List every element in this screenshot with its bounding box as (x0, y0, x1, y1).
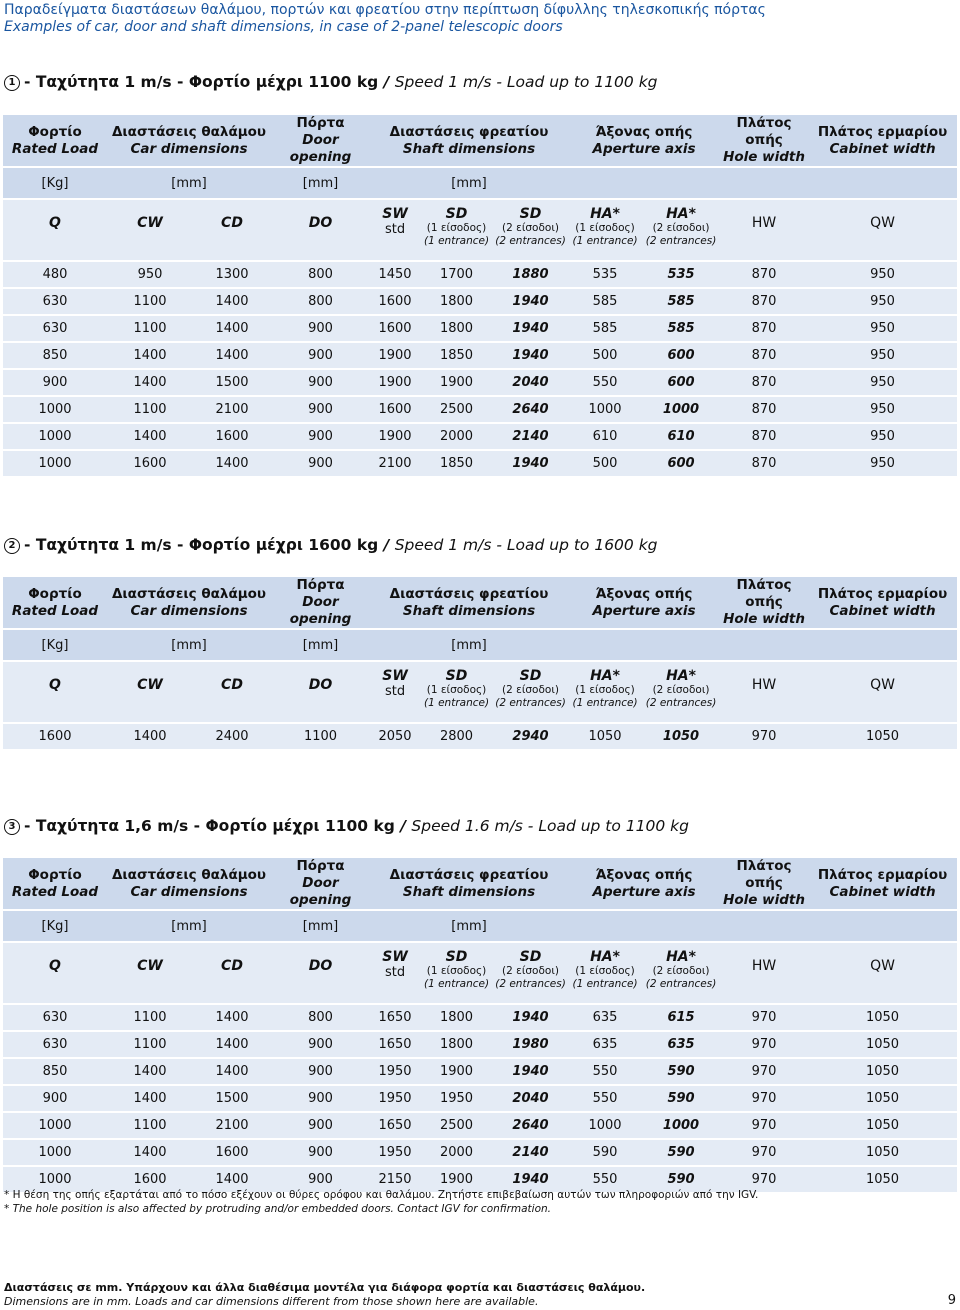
cell-cd: 1300 (193, 261, 271, 288)
unit-mm: [mm] (271, 167, 370, 199)
header-row-units (3, 910, 957, 942)
cell-q: 630 (3, 315, 107, 342)
col-car-header: Διαστάσεις θαλάμου Car dimensions (107, 858, 271, 910)
col-car-header: Διαστάσεις θαλάμου Car dimensions (107, 577, 271, 629)
sym-ha-1: HA* (1 είσοδος) (1 entrance) (568, 661, 642, 723)
cell-sd-2: 1940 (493, 288, 568, 315)
cell-ha-1: 1000 (568, 1112, 642, 1139)
sym-cd: CD (193, 661, 271, 723)
cell-cd: 1400 (193, 288, 271, 315)
cell-cw: 1400 (107, 1085, 193, 1112)
cell-do: 900 (271, 423, 370, 450)
col-cabinet-header: Πλάτος ερμαρίου Cabinet width (808, 115, 957, 167)
cell-ha-1: 1000 (568, 396, 642, 423)
cell-sd-2: 2640 (493, 396, 568, 423)
cell-hw: 970 (720, 1139, 808, 1166)
sym-sw: SW std (370, 661, 420, 723)
cell-sd-1: 1900 (420, 1058, 493, 1085)
cell-hw: 970 (720, 1031, 808, 1058)
cell-qw: 950 (808, 450, 957, 476)
header-row-titles (3, 577, 957, 629)
sym-sd-1: SD (1 είσοδος) (1 entrance) (420, 661, 493, 723)
cell-sd-1: 2000 (420, 1139, 493, 1166)
cell-do: 900 (271, 1031, 370, 1058)
cell-sd-1: 1800 (420, 288, 493, 315)
cell-ha-1: 635 (568, 1031, 642, 1058)
cell-ha-1: 500 (568, 342, 642, 369)
document-header (4, 2, 766, 36)
cell-cd: 1400 (193, 450, 271, 476)
cell-ha-2: 1000 (642, 396, 720, 423)
cell-sd-2: 1880 (493, 261, 568, 288)
table-row (3, 450, 957, 476)
cell-sd-2: 1980 (493, 1031, 568, 1058)
unit-kg: [Kg] (3, 629, 107, 661)
cell-q: 1000 (3, 1166, 107, 1192)
header-row-titles (3, 115, 957, 167)
cell-cd: 1600 (193, 423, 271, 450)
cell-qw: 950 (808, 423, 957, 450)
cell-ha-2: 600 (642, 342, 720, 369)
cell-ha-2: 590 (642, 1139, 720, 1166)
cell-cd: 2100 (193, 396, 271, 423)
cell-sw: 2050 (370, 723, 420, 749)
header-row-titles (3, 858, 957, 910)
cell-do: 900 (271, 1112, 370, 1139)
table-row (3, 315, 957, 342)
cell-do: 900 (271, 1166, 370, 1192)
cell-sd-1: 1800 (420, 1004, 493, 1031)
sym-qw: QW (808, 661, 957, 723)
cell-sd-1: 1850 (420, 450, 493, 476)
col-aperture-header: Άξονας οπής Aperture axis (568, 577, 720, 629)
cell-cd: 1400 (193, 1058, 271, 1085)
col-door-header: Πόρτα Door opening (271, 577, 370, 629)
cell-hw: 970 (720, 1085, 808, 1112)
cell-cw: 1100 (107, 1112, 193, 1139)
col-door-header: Πόρτα Door opening (271, 115, 370, 167)
header-title-greek: Παραδείγματα διαστάσεων θαλάμου, πορτών και φρεατίου στην περίπτωση δίφυλλης τηλεσκοπικής πόρτας (4, 2, 766, 18)
footnote (4, 1188, 758, 1216)
cell-qw: 1050 (808, 1058, 957, 1085)
cell-q: 1000 (3, 396, 107, 423)
sym-ha-1: HA* (1 είσοδος) (1 entrance) (568, 199, 642, 261)
sym-do: DO (271, 942, 370, 1004)
cell-sd-2: 2140 (493, 1139, 568, 1166)
unit-mm: [mm] (107, 629, 271, 661)
col-load-header: Φορτίο Rated Load (3, 577, 107, 629)
cell-sw: 1600 (370, 315, 420, 342)
cell-cw: 950 (107, 261, 193, 288)
cell-qw: 1050 (808, 1139, 957, 1166)
cell-hw: 970 (720, 1058, 808, 1085)
bottom-note (4, 1281, 645, 1309)
cell-q: 1000 (3, 423, 107, 450)
section-title-greek: - Ταχύτητα 1,6 m/s - Φορτίο μέχρι 1100 kg (24, 817, 395, 835)
cell-sd-2: 2940 (493, 723, 568, 749)
cell-sd-1: 1900 (420, 1166, 493, 1192)
cell-hw: 870 (720, 288, 808, 315)
cell-do: 900 (271, 1139, 370, 1166)
sym-sw: SW std (370, 199, 420, 261)
cell-ha-1: 500 (568, 450, 642, 476)
cell-cw: 1400 (107, 369, 193, 396)
cell-do: 800 (271, 288, 370, 315)
col-shaft-header: Διαστάσεις φρεατίου Shaft dimensions (370, 577, 568, 629)
cell-ha-1: 550 (568, 1058, 642, 1085)
cell-cw: 1400 (107, 342, 193, 369)
sym-q: Q (3, 199, 107, 261)
cell-sd-1: 1700 (420, 261, 493, 288)
cell-sw: 1900 (370, 342, 420, 369)
cell-qw: 1050 (808, 1166, 957, 1192)
cell-hw: 870 (720, 450, 808, 476)
cell-ha-1: 550 (568, 369, 642, 396)
cell-sw: 1900 (370, 369, 420, 396)
sym-ha-2: HA* (2 είσοδοι) (2 entrances) (642, 661, 720, 723)
sym-q: Q (3, 942, 107, 1004)
cell-q: 630 (3, 1004, 107, 1031)
cell-do: 1100 (271, 723, 370, 749)
cell-ha-1: 550 (568, 1166, 642, 1192)
cell-sw: 1950 (370, 1139, 420, 1166)
col-load-header: Φορτίο Rated Load (3, 115, 107, 167)
cell-sd-1: 2800 (420, 723, 493, 749)
cell-cw: 1100 (107, 1031, 193, 1058)
cell-cd: 1400 (193, 1166, 271, 1192)
cell-cw: 1100 (107, 1004, 193, 1031)
cell-cw: 1400 (107, 1058, 193, 1085)
cell-hw: 870 (720, 396, 808, 423)
cell-cw: 1400 (107, 423, 193, 450)
table-row (3, 342, 957, 369)
cell-qw: 950 (808, 342, 957, 369)
col-aperture-header: Άξονας οπής Aperture axis (568, 115, 720, 167)
cell-qw: 1050 (808, 1004, 957, 1031)
section-number-icon: 3 (4, 819, 20, 835)
cell-hw: 970 (720, 1004, 808, 1031)
section-number-icon: 2 (4, 538, 20, 554)
header-row-symbols (3, 942, 957, 1004)
footnote-greek: * Η θέση της οπής εξαρτάται από το πόσο εξέχουν οι θύρες ορόφου και θαλάμου. Ζητήστε επιβεβαίωση αυτών των πληροφοριών από την IGV. (4, 1189, 759, 1201)
cell-ha-2: 610 (642, 423, 720, 450)
cell-cw: 1100 (107, 288, 193, 315)
sym-cd: CD (193, 199, 271, 261)
cell-do: 900 (271, 450, 370, 476)
table-row (3, 396, 957, 423)
cell-ha-2: 535 (642, 261, 720, 288)
cell-sd-2: 2040 (493, 369, 568, 396)
cell-ha-2: 590 (642, 1085, 720, 1112)
header-row-symbols (3, 661, 957, 723)
cell-qw: 1050 (808, 1031, 957, 1058)
section-title-greek: - Ταχύτητα 1 m/s - Φορτίο μέχρι 1600 kg (24, 536, 379, 554)
cell-cd: 1400 (193, 1031, 271, 1058)
cell-sw: 1600 (370, 396, 420, 423)
sym-ha-1: HA* (1 είσοδος) (1 entrance) (568, 942, 642, 1004)
col-cabinet-header: Πλάτος ερμαρίου Cabinet width (808, 858, 957, 910)
header-row-units (3, 167, 957, 199)
cell-cd: 1600 (193, 1139, 271, 1166)
cell-sd-2: 1940 (493, 1166, 568, 1192)
cell-sd-1: 1950 (420, 1085, 493, 1112)
cell-ha-1: 585 (568, 288, 642, 315)
header-row-symbols (3, 199, 957, 261)
cell-ha-1: 635 (568, 1004, 642, 1031)
cell-hw: 870 (720, 261, 808, 288)
col-shaft-header: Διαστάσεις φρεατίου Shaft dimensions (370, 115, 568, 167)
sym-sd-1: SD (1 είσοδος) (1 entrance) (420, 199, 493, 261)
col-aperture-header: Άξονας οπής Aperture axis (568, 858, 720, 910)
sym-cd: CD (193, 942, 271, 1004)
sym-qw: QW (808, 942, 957, 1004)
table-row (3, 423, 957, 450)
cell-sd-2: 2640 (493, 1112, 568, 1139)
cell-ha-2: 615 (642, 1004, 720, 1031)
cell-ha-2: 635 (642, 1031, 720, 1058)
cell-qw: 950 (808, 369, 957, 396)
cell-qw: 1050 (808, 1085, 957, 1112)
sym-hw: HW (720, 661, 808, 723)
cell-cw: 1600 (107, 450, 193, 476)
unit-kg: [Kg] (3, 167, 107, 199)
cell-q: 630 (3, 1031, 107, 1058)
cell-hw: 970 (720, 723, 808, 749)
cell-sd-1: 2000 (420, 423, 493, 450)
dimensions-table-2 (3, 577, 957, 749)
unit-mm: [mm] (370, 910, 568, 942)
cell-sw: 1600 (370, 288, 420, 315)
cell-hw: 970 (720, 1112, 808, 1139)
col-car-header: Διαστάσεις θαλάμου Car dimensions (107, 115, 271, 167)
bottom-note-english: Dimensions are in mm. Loads and car dimensions different from those shown here are available. (4, 1295, 539, 1308)
cell-ha-1: 1050 (568, 723, 642, 749)
cell-cd: 1400 (193, 1004, 271, 1031)
sym-cw: CW (107, 942, 193, 1004)
bottom-note-greek: Διαστάσεις σε mm. Υπάρχουν και άλλα διαθέσιμα μοντέλα για διάφορα φορτία και διαστάσεις θαλάμου. (4, 1281, 646, 1294)
cell-ha-2: 590 (642, 1058, 720, 1085)
cell-cd: 1500 (193, 1085, 271, 1112)
cell-ha-1: 585 (568, 315, 642, 342)
section-title-3: 3 - Ταχύτητα 1,6 m/s - Φορτίο μέχρι 1100 kg / Speed 1.6 m/s - Load up to 1100 kg (4, 817, 689, 835)
sym-sd-1: SD (1 είσοδος) (1 entrance) (420, 942, 493, 1004)
col-door-header: Πόρτα Door opening (271, 858, 370, 910)
cell-cw: 1600 (107, 1166, 193, 1192)
table-row (3, 369, 957, 396)
header-title-english: Examples of car, door and shaft dimensions, in case of 2-panel telescopic doors (4, 19, 563, 35)
cell-qw: 1050 (808, 1112, 957, 1139)
section-number-icon: 1 (4, 75, 20, 91)
cell-q: 850 (3, 342, 107, 369)
cell-q: 900 (3, 369, 107, 396)
cell-cd: 2100 (193, 1112, 271, 1139)
page-number: 9 (947, 1293, 956, 1308)
cell-ha-2: 590 (642, 1166, 720, 1192)
table-row (3, 723, 957, 749)
cell-sd-1: 1800 (420, 315, 493, 342)
sym-hw: HW (720, 199, 808, 261)
cell-ha-2: 600 (642, 369, 720, 396)
cell-sd-2: 1940 (493, 342, 568, 369)
cell-q: 900 (3, 1085, 107, 1112)
cell-sd-2: 1940 (493, 1004, 568, 1031)
cell-ha-2: 1000 (642, 1112, 720, 1139)
cell-ha-2: 1050 (642, 723, 720, 749)
section-title-english: Speed 1 m/s - Load up to 1600 kg (394, 536, 658, 554)
cell-sd-2: 1940 (493, 1058, 568, 1085)
cell-qw: 950 (808, 261, 957, 288)
unit-mm: [mm] (370, 629, 568, 661)
table-row (3, 1031, 957, 1058)
cell-sw: 2100 (370, 450, 420, 476)
cell-sw: 1650 (370, 1004, 420, 1031)
cell-qw: 950 (808, 288, 957, 315)
sym-sd-2: SD (2 είσοδοι) (2 entrances) (493, 942, 568, 1004)
table-row (3, 1004, 957, 1031)
cell-do: 900 (271, 1058, 370, 1085)
cell-cw: 1400 (107, 723, 193, 749)
col-shaft-header: Διαστάσεις φρεατίου Shaft dimensions (370, 858, 568, 910)
table-row (3, 1058, 957, 1085)
cell-sd-1: 1850 (420, 342, 493, 369)
table-row (3, 288, 957, 315)
footnote-english: * The hole position is also affected by protruding and/or embedded doors. Contact IGV for confirmation. (4, 1203, 551, 1215)
cell-qw: 1050 (808, 723, 957, 749)
sym-cw: CW (107, 199, 193, 261)
table-row (3, 1085, 957, 1112)
sym-sd-2: SD (2 είσοδοι) (2 entrances) (493, 661, 568, 723)
cell-sw: 2150 (370, 1166, 420, 1192)
sym-do: DO (271, 661, 370, 723)
cell-sd-2: 2140 (493, 423, 568, 450)
cell-do: 800 (271, 261, 370, 288)
cell-sd-1: 1900 (420, 369, 493, 396)
sym-sw: SW std (370, 942, 420, 1004)
cell-sw: 1650 (370, 1112, 420, 1139)
cell-do: 900 (271, 369, 370, 396)
cell-do: 900 (271, 342, 370, 369)
col-hole-header: Πλάτος οπής Hole width (720, 858, 808, 910)
dimensions-table-1 (3, 115, 957, 476)
cell-hw: 970 (720, 1166, 808, 1192)
cell-q: 1000 (3, 1139, 107, 1166)
sym-hw: HW (720, 942, 808, 1004)
cell-sd-1: 2500 (420, 396, 493, 423)
sym-ha-2: HA* (2 είσοδοι) (2 entrances) (642, 942, 720, 1004)
cell-qw: 950 (808, 315, 957, 342)
sym-cw: CW (107, 661, 193, 723)
cell-hw: 870 (720, 369, 808, 396)
cell-hw: 870 (720, 342, 808, 369)
sym-sd-2: SD (2 είσοδοι) (2 entrances) (493, 199, 568, 261)
unit-mm: [mm] (271, 910, 370, 942)
col-cabinet-header: Πλάτος ερμαρίου Cabinet width (808, 577, 957, 629)
cell-cw: 1100 (107, 315, 193, 342)
section-title-english: Speed 1 m/s - Load up to 1100 kg (394, 73, 658, 91)
cell-sd-2: 2040 (493, 1085, 568, 1112)
cell-ha-2: 600 (642, 450, 720, 476)
cell-do: 800 (271, 1004, 370, 1031)
cell-ha-1: 535 (568, 261, 642, 288)
unit-mm: [mm] (107, 167, 271, 199)
cell-sw: 1650 (370, 1031, 420, 1058)
cell-cd: 2400 (193, 723, 271, 749)
sym-ha-2: HA* (2 είσοδοι) (2 entrances) (642, 199, 720, 261)
unit-mm: [mm] (107, 910, 271, 942)
cell-q: 850 (3, 1058, 107, 1085)
cell-qw: 950 (808, 396, 957, 423)
cell-cd: 1400 (193, 342, 271, 369)
cell-sd-1: 2500 (420, 1112, 493, 1139)
cell-sw: 1900 (370, 423, 420, 450)
unit-mm: [mm] (370, 167, 568, 199)
cell-do: 900 (271, 396, 370, 423)
section-title-greek: - Ταχύτητα 1 m/s - Φορτίο μέχρι 1100 kg (24, 73, 379, 91)
cell-q: 630 (3, 288, 107, 315)
cell-sw: 1950 (370, 1085, 420, 1112)
cell-do: 900 (271, 315, 370, 342)
cell-hw: 870 (720, 315, 808, 342)
cell-sd-1: 1800 (420, 1031, 493, 1058)
cell-q: 1600 (3, 723, 107, 749)
cell-q: 1000 (3, 450, 107, 476)
sym-q: Q (3, 661, 107, 723)
cell-cw: 1100 (107, 396, 193, 423)
section-title-1: 1 - Ταχύτητα 1 m/s - Φορτίο μέχρι 1100 kg / Speed 1 m/s - Load up to 1100 kg (4, 73, 658, 91)
col-hole-header: Πλάτος οπής Hole width (720, 115, 808, 167)
section-title-english: Speed 1.6 m/s - Load up to 1100 kg (411, 817, 689, 835)
section-title-2: 2 - Ταχύτητα 1 m/s - Φορτίο μέχρι 1600 kg / Speed 1 m/s - Load up to 1600 kg (4, 536, 658, 554)
cell-hw: 870 (720, 423, 808, 450)
dimensions-table-3 (3, 858, 957, 1192)
sym-qw: QW (808, 199, 957, 261)
header-row-units (3, 629, 957, 661)
sym-do: DO (271, 199, 370, 261)
cell-q: 480 (3, 261, 107, 288)
cell-sw: 1450 (370, 261, 420, 288)
cell-cd: 1500 (193, 369, 271, 396)
cell-sd-2: 1940 (493, 315, 568, 342)
table-row (3, 261, 957, 288)
unit-kg: [Kg] (3, 910, 107, 942)
col-load-header: Φορτίο Rated Load (3, 858, 107, 910)
table-row (3, 1112, 957, 1139)
unit-mm: [mm] (271, 629, 370, 661)
table-row (3, 1139, 957, 1166)
cell-ha-2: 585 (642, 315, 720, 342)
cell-ha-1: 610 (568, 423, 642, 450)
cell-cw: 1400 (107, 1139, 193, 1166)
cell-sw: 1950 (370, 1058, 420, 1085)
cell-sd-2: 1940 (493, 450, 568, 476)
cell-ha-1: 590 (568, 1139, 642, 1166)
col-hole-header: Πλάτος οπής Hole width (720, 577, 808, 629)
cell-ha-2: 585 (642, 288, 720, 315)
cell-cd: 1400 (193, 315, 271, 342)
cell-q: 1000 (3, 1112, 107, 1139)
cell-do: 900 (271, 1085, 370, 1112)
cell-ha-1: 550 (568, 1085, 642, 1112)
